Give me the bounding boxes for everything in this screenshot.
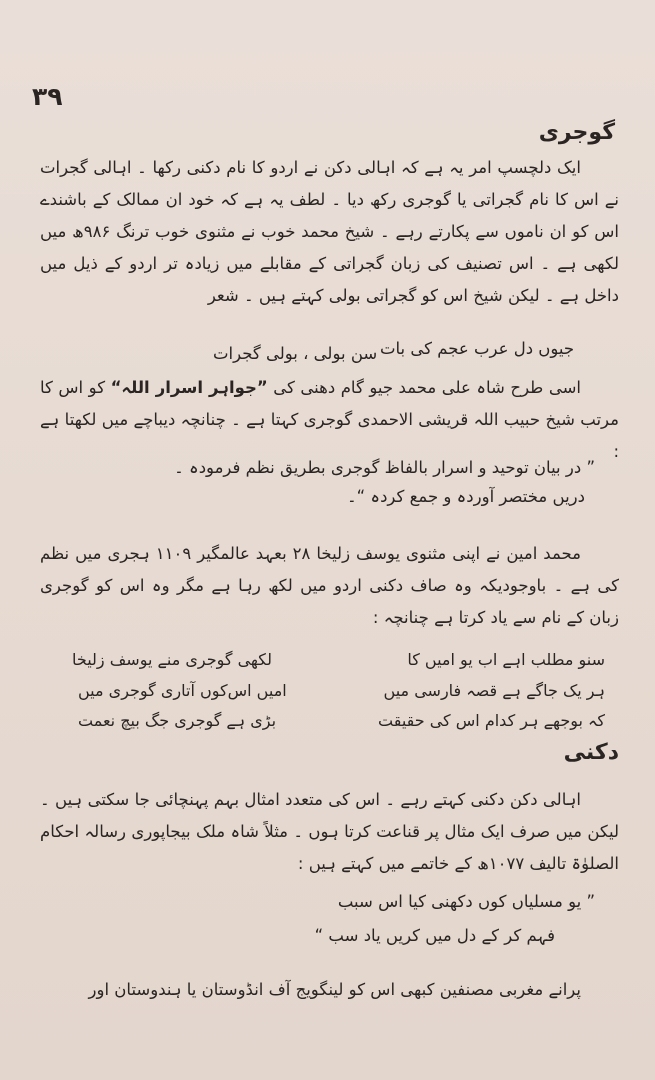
paragraph-gujri-intro: ایک دلچسپ امر یہ ہے کہ اہالی دکن نے اردو کا نام دکنی رکھا ۔ اہالی گجرات نے اس کا نام گجراتی یا گوجری رکھ دیا ۔ لطف یہ ہے کہ خود ان ممالک کے باشندے اس کو ان ناموں سے پکارتے رہے ۔ شیخ محمد خوب نے مثنوی خوب ترنگ ۹۸۶ھ میں لکھی ہے ۔ اس تصنیف کی زبان گجراتی کے مقابلے میں زیادہ تر اردو کے ذیل میں داخل ہے ۔ لیکن شیخ اس کو گجراتی بولی کہتے ہیں ۔ شعر [40,158,619,305]
paragraph-jawahir-prefix: اسی طرح شاہ علی محمد جیو گام دھنی کی [267,378,581,397]
poem-line: ہر یک جاگے ہے قصہ فارسی میں [383,681,605,700]
poem-line: لکھی گوجری منے یوسف زلیخا [72,650,272,669]
page-number: ۳۹ [32,82,63,111]
section-heading-gujri: گوجری [538,120,615,145]
persian-quote-line-2: دریں مختصر آوردہ و جمع کردہ “۔ [346,487,585,506]
section-heading-dakni: دکنی [563,740,619,765]
paragraph-western-authors: پرانے مغربی مصنفین کبھی اس کو لینگویج آف انڈوستان یا ہندوستان اور [88,980,581,999]
dakni-quote-line-1: ” یو مسلیاں کوں دکھنی کیا اس سبب [337,892,595,911]
dakni-quote-line-2: فہم کر کے دل میں کریں یاد سب “ [314,926,555,945]
persian-quote-line-1: ” در بیان توحید و اسرار بالفاظ گوجری بطریق نظم فرمودہ ۔ [174,458,595,477]
poem-line: کہ بوجھے ہر کدام اس کی حقیقت [378,711,605,730]
poem-line: سنو مطلب اہے اب یو امیں کا [407,650,605,669]
poem-line: بڑی ہے گوجری جگ بیچ نعمت [78,711,277,730]
paragraph-yusuf-zulaikha: محمد امین نے اپنی مثنوی یوسف زلیخا ۲۸ بعہد عالمگیر ۱۱۰۹ ہجری میں نظم کی ہے ۔ باوجودیکہ وہ صاف دکنی اردو میں لکھ رہا ہے مگر وہ اس کو گوجری زبان کے نام سے یاد کرتا ہے چنانچہ : [40,544,619,627]
book-title-jawahir: ”جواہر اسرار اللہ“ [110,378,268,397]
poem-line: امیں اس‌کوں آتاری گوجری میں [78,681,287,700]
paragraph-jawahir-suffix: کو اس کا مرتب شیخ حبیب اللہ قریشی الاحمدی گوجری کہتا ہے ۔ چنانچہ دیباچے میں لکھتا ہے : [40,378,619,461]
verse-line-right: جیوں دل عرب عجم کی بات [380,339,575,358]
paragraph-dakni: اہالی دکن دکنی کہتے رہے ۔ اس کی متعدد امثال بہم پہنچائی جا سکتی ہیں ۔ لیکن میں صرف ایک مثال پر قناعت کرتا ہوں ۔ مثلاً شاہ ملک بیجاپوری رسالہ احکام الصلوٰۃ تالیف ۱۰۷۷ھ کے خاتمے میں کہتے ہیں : [40,790,619,873]
verse-line-left: سن بولی ، بولی گجرات [213,344,378,363]
paragraph-jawahir [40,372,619,468]
